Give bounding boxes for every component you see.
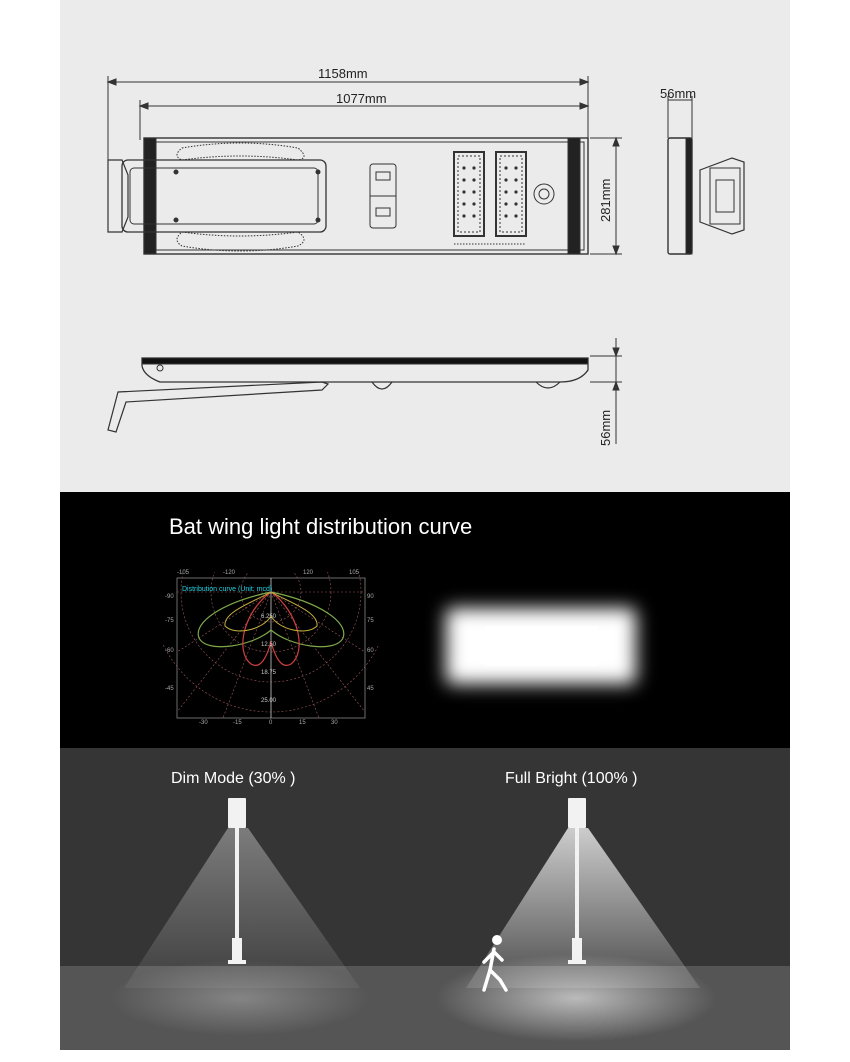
dim-total-length: 1158mm <box>318 66 368 81</box>
dim-panel-length: 1077mm <box>336 91 387 106</box>
bottom-tick: -30 <box>199 720 208 726</box>
right-tick: 90 <box>367 594 374 600</box>
radial-tick: 25.00 <box>261 698 277 704</box>
dim-side-depth: 56mm <box>660 86 697 101</box>
legend-text: Distribution curve (Unit: mcd) <box>182 586 273 593</box>
dim-mode-label: Dim Mode (30% ) <box>171 770 296 787</box>
right-tick: 45 <box>367 686 374 692</box>
dim-profile-height: 56mm <box>598 409 613 446</box>
lighting-modes-panel <box>60 748 790 1050</box>
right-tick: 60 <box>367 648 374 654</box>
left-tick: -60 <box>165 648 174 654</box>
dim-pool <box>110 960 370 1036</box>
dimension-drawing <box>60 0 790 492</box>
dim-width: 281mm <box>598 178 613 222</box>
bottom-tick: 15 <box>299 720 306 726</box>
radial-tick: 12.50 <box>261 642 277 648</box>
left-tick: -75 <box>165 618 174 624</box>
light-distribution-panel <box>60 492 790 748</box>
right-tick: 75 <box>367 618 374 624</box>
bottom-tick: 0 <box>269 720 273 726</box>
top-tick: -105 <box>177 570 190 576</box>
left-tick: -90 <box>165 594 174 600</box>
bottom-tick: 30 <box>331 720 338 726</box>
full-bright-label: Full Bright (100% ) <box>505 770 638 787</box>
light-glow-core <box>486 626 598 666</box>
left-tick: -45 <box>165 686 174 692</box>
led-dots <box>462 166 517 217</box>
bottom-tick: -15 <box>233 720 242 726</box>
radial-tick: 6.250 <box>261 614 277 620</box>
distribution-curve-chart <box>163 572 379 732</box>
technical-drawing-panel <box>60 0 790 492</box>
full-pool <box>436 954 716 1042</box>
top-tick: 120 <box>303 570 314 576</box>
modes-scene <box>60 748 790 1050</box>
radial-tick: 18.75 <box>261 670 277 676</box>
top-tick: 105 <box>349 570 360 576</box>
section-title: Bat wing light distribution curve <box>169 514 473 539</box>
top-tick: -120 <box>223 570 236 576</box>
